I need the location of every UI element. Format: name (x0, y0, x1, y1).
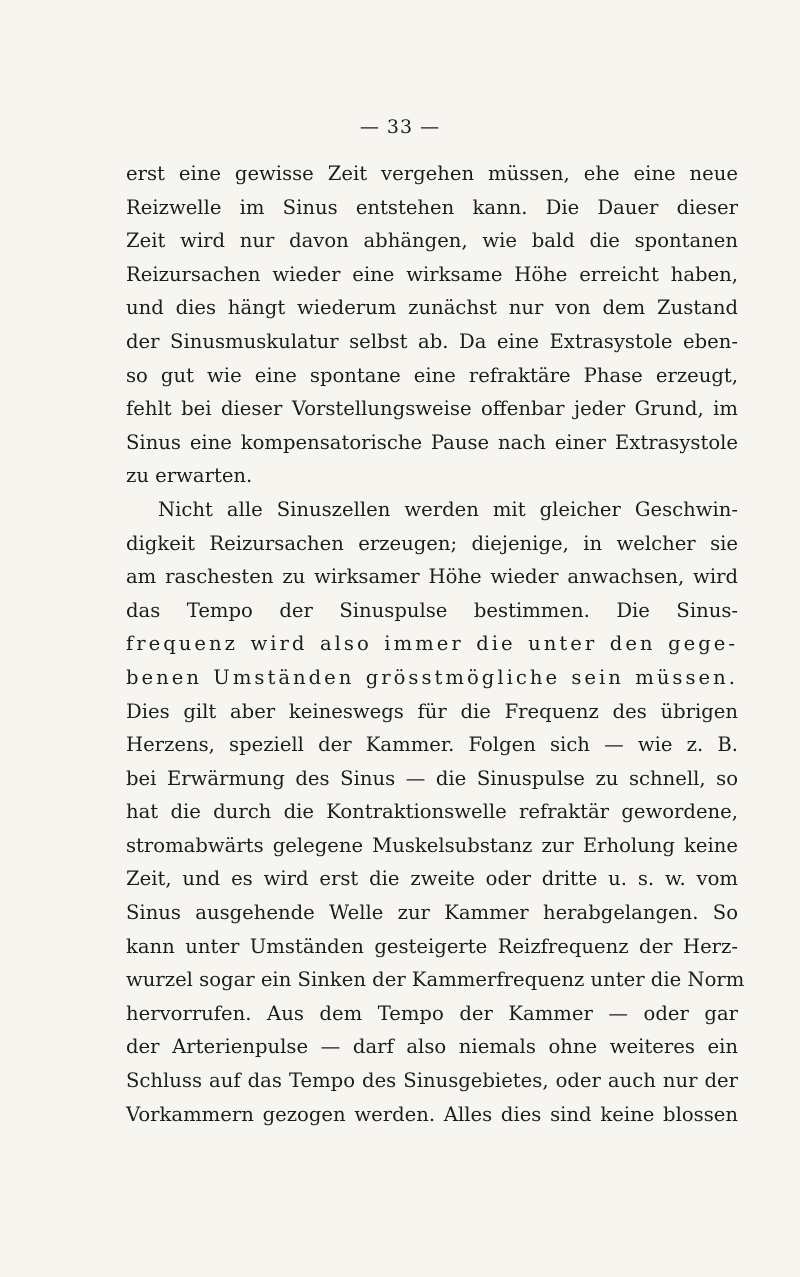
page-number: — 33 — (359, 116, 441, 138)
paragraph-end-line: zu erwarten. (126, 464, 253, 488)
paragraph-start-line: Nicht alle Sinuszellen werden mit gleicher Geschwin- (158, 497, 738, 521)
body-text (126, 157, 745, 1131)
text-line: Herzens, speziell der Kammer. Folgen sich — wie z. B. (126, 733, 738, 757)
text-line: erst eine gewisse Zeit vergehen müssen, ehe eine neue (126, 162, 738, 185)
text-line: Sinus eine kompensatorische Pause nach einer Extrasystole (126, 430, 738, 454)
emphasized-text-line: frequenz wird also immer die unter den gege- (126, 632, 738, 656)
text-line: fehlt bei dieser Vorstellungsweise offenbar jeder Grund, im (126, 397, 738, 421)
text-line: Zeit wird nur davon abhängen, wie bald die spontanen (126, 229, 738, 253)
text-line: der Sinusmuskulatur selbst ab. Da eine Extrasystole eben- (126, 329, 738, 353)
text-line: und dies hängt wiederum zunächst nur von dem Zustand (126, 296, 738, 320)
text-line: bei Erwärmung des Sinus — die Sinuspulse zu schnell, so (126, 766, 738, 790)
text-line: am raschesten zu wirksamer Höhe wieder anwachsen, wird (126, 565, 738, 589)
text-line: Sinus ausgehende Welle zur Kammer herabgelangen. So (126, 901, 738, 925)
text-line: stromabwärts gelegene Muskelsubstanz zur Erholung keine (126, 833, 738, 857)
text-line: das Tempo der Sinuspulse bestimmen. Die Sinus- (126, 598, 738, 622)
emphasized-text-line: benen Umständen grösstmögliche sein müssen. (126, 665, 738, 689)
text-line: Vorkammern gezogen werden. Alles dies sind keine blossen (126, 1102, 738, 1126)
text-line: Zeit, und es wird erst die zweite oder dritte u. s. w. vom (126, 867, 738, 891)
text-line: der Arterienpulse — darf also niemals ohne weiteres ein (126, 1035, 738, 1059)
text-line: hat die durch die Kontraktionswelle refraktär gewordene, (126, 800, 738, 824)
text-line: hervorrufen. Aus dem Tempo der Kammer — oder gar (126, 1001, 738, 1025)
text-line: Dies gilt aber keineswegs für die Frequenz des übrigen (126, 699, 738, 723)
text-line: kann unter Umständen gesteigerte Reizfrequenz der Herz- (126, 934, 738, 958)
text-line: wurzel sogar ein Sinken der Kammerfrequenz unter die Norm (126, 968, 745, 992)
text-line: so gut wie eine spontane eine refraktäre Phase erzeugt, (126, 363, 738, 387)
text-line: digkeit Reizursachen erzeugen; diejenige, in welcher sie (126, 531, 738, 555)
text-line: Reizursachen wieder eine wirksame Höhe erreicht haben, (126, 262, 738, 286)
text-line: Reizwelle im Sinus entstehen kann. Die Dauer dieser (126, 195, 738, 219)
text-line: Schluss auf das Tempo des Sinusgebietes, oder auch nur der (126, 1069, 738, 1093)
